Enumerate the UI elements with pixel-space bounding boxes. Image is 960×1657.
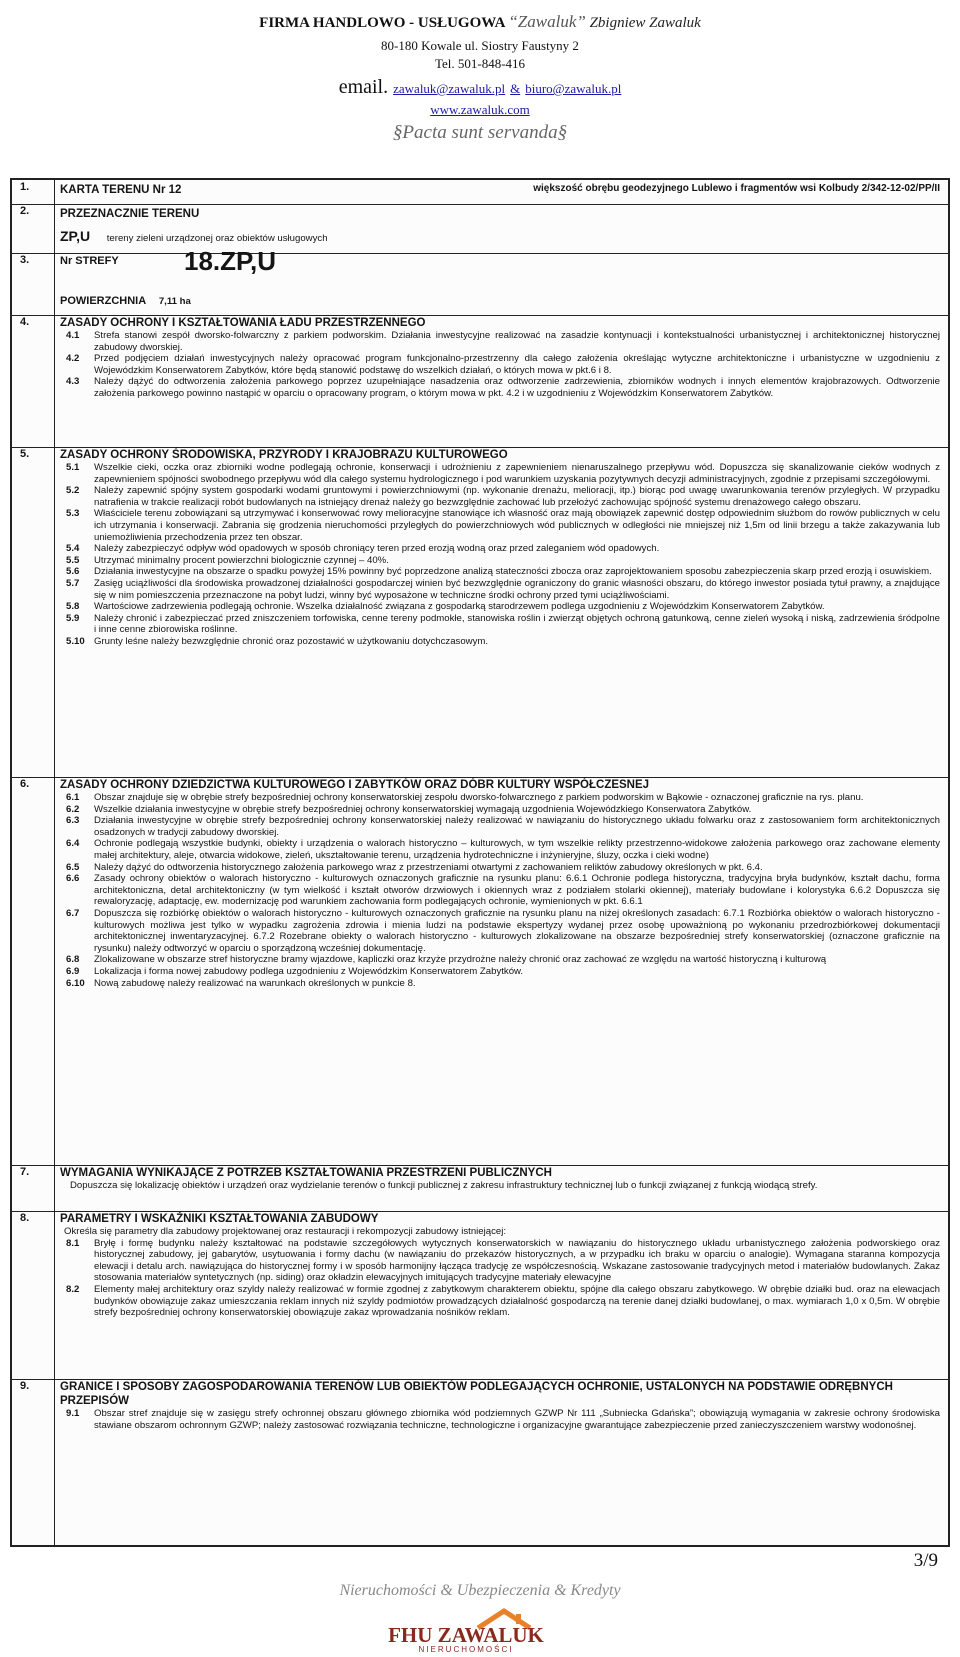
clause-text: Bryłę i formę budynku należy kształtować na podstawie szczegółowych wytycznych konserwatorskich w nawiązaniu do historycznego układu urbanistycznego założenia podworskiego oraz historycznej zabudowy, jej gabarytów, usytuowania i formy dachu (w nawiązaniu do przekazów historycznych, a w przypadku ich braku w oparciu o analogie). Wymagana staranna kompozycja elewacji i detalu arch. nawiązująca do historycznej formy i w sposób harmonijny łącząca tradycję ze współczesnością. Wskazane zastosowanie tradycyjnych metod i materiałów budowlanych. Zakaz stosowania materiałów syntetycznych (np. siding) oraz okładzin elewacyjnych imitujących tradycyjne materiały elewacyjne: [94, 1237, 940, 1284]
clause: [60, 485, 940, 508]
card-title: KARTA TERENU Nr 12: [60, 184, 182, 196]
clause-text: Należy zabezpieczyć odpływ wód opadowych w sposób chroniący teren przed erozją wodną oraz przed zaleganiem wód opadowych.: [94, 543, 660, 555]
footer-tagline: Nieruchomości & Ubezpieczenia & Kredyty: [339, 1582, 621, 1599]
clause-text: Obszar znajduje się w obrębie strefy bezpośredniej ochrony konserwatorskiej zespołu dworsko-folwarcznego z parkiem podworskim w Bąkowie - oznaczonej graficznie na rys. planu.: [94, 792, 864, 803]
clause: [60, 1408, 940, 1431]
email-link-2[interactable]: biuro@zawaluk.pl: [525, 81, 622, 96]
column-divider: [54, 1165, 55, 1211]
clause-text: Należy dążyć do odtworzenia historycznego założenia parkowego wraz z przestrzeniami otwartymi z zachowaniem reliktów zabudowy określonych w pkt. 6.4.: [94, 861, 763, 873]
brand-script: “Zawaluk”: [508, 12, 586, 31]
clause-text: Zasady ochrony obiektów o walorach historyczno - kulturowych oznaczonych graficznie na rysunku planu: 6.6.1 Ochronie podlega historyczna, tradycyjna bryła budynków, kształt dachu, forma architektoniczna, detal architektoniczny (w tym wielkość i kształt otworów drzwiowych i okiennych wraz z podziałem stolarki okiennej), materiały budowlane i kolorystyka 6.6.2 Dopuszcza się rewaloryzację, adaptację, ew. modernizację pod warunkiem zachowania form podlegających ochronie, wymienionych w pkt. 6.6.1: [94, 873, 940, 908]
clause-number: 8.2: [66, 1283, 80, 1295]
clause-text: Nową zabudowę należy realizować na warunkach określonych w punkcie 8.: [94, 977, 416, 989]
address: 80-180 Kowale ul. Siostry Faustyny 2: [381, 38, 579, 53]
section-title: GRANICE I SPOSOBY ZAGOSPODAROWANIA TERENÓW LUB OBIEKTÓW PODLEGAJĄCYCH OCHRONIE, USTALONYCH NA PODSTAWIE ODRĘBNYCH PRZEPISÓW: [60, 1381, 893, 1407]
clause-text: Grunty leśne należy bezwzględnie chronić oraz pozostawić w użytkowaniu dotychczasowym.: [94, 635, 489, 647]
clause: [60, 815, 940, 838]
area-label: POWIERZCHNIA: [60, 295, 147, 307]
clause: [60, 908, 940, 954]
clause: [60, 578, 940, 601]
clause: [60, 330, 940, 353]
clause: [60, 1284, 940, 1319]
clause: [60, 862, 940, 874]
section-text: Dopuszcza się lokalizację obiektów i urządzeń oraz wydzielanie terenów o funkcji publicznej z zakresu infrastruktury technicznej lub o funkcji związanej z funkcją wiodącą strefy.: [70, 1180, 818, 1191]
section-number: 9.: [20, 1380, 30, 1392]
scanned-document: [10, 178, 950, 1547]
company-logo: [366, 1608, 566, 1654]
clause-number: 5.8: [66, 601, 80, 613]
section-number: 1.: [20, 181, 30, 193]
clause-number: 9.1: [66, 1408, 80, 1419]
section-5: [12, 447, 948, 778]
clause-number: 6.5: [66, 861, 80, 873]
clause-number: 6.4: [66, 838, 80, 850]
logo-text: FHU ZAWALUK: [388, 1623, 544, 1647]
clause-text: Obszar stref znajduje się w zasięgu strefy ochronnej obszaru głównego zbiornika wód podziemnych GZWP Nr 111 „Subniecka Gdańska”; obowiązują wymagania w zakresie ochrony środowiska stawiane obszarom ochronnym GZWP; należy zastosować rozwiązania techniczne, technologiczne i organizacyjne gwarantujące zabezpieczenie przed zanieczyszczeniem warstwy wodonośnej.: [94, 1408, 940, 1431]
section-intro: Określa się parametry dla zabudowy projektowanej oraz restauracji i rekompozycji zabudowy istniejącej:: [64, 1226, 507, 1237]
clause-number: 6.8: [66, 954, 80, 966]
section-1: [12, 180, 948, 205]
clause: [60, 566, 940, 578]
clause-text: Elementy małej architektury oraz szyldy należy realizować w formie zgodnej z zabytkowym charakterem obiektu, spójne dla całego obszaru zabytkowego. W obrębie działki bud. oraz na elewacjach budynków obowiązuje zakaz umieszczania reklam innych niż szyldy podmiotów prowadzących działalność gospodarczą na terenie danej działki budowlanej, o max. wymiarach 1,0 x 0,5m. W obrębie strefy bezpośredniej ochrony konserwatorskiej obowiązuje zakaz wprowadzania nośników reklam.: [94, 1283, 940, 1319]
section-title: ZASADY OCHRONY DZIEDZICTWA KULTUROWEGO I ZABYTKÓW ORAZ DÓBR KULTURY WSPÓŁCZESNEJ: [60, 779, 650, 791]
clause: [60, 462, 940, 485]
zone-number-label: Nr STREFY: [60, 255, 119, 267]
clause-text: Należy dążyć do odtworzenia założenia parkowego poprzez uzupełniające nasadzenia oraz odtworzenie zadrzewienia, zbiorników wodnych i innych elementów krajobrazowych. Odtworzenie założenia parkowego powinno nastąpić w oparciu o opracowany program, o którym mowa w pkt. 4.2 i w uzgodnieniu z Wojewódzkim Konserwatorem Zabytków.: [94, 376, 940, 399]
clause-text: Wartościowe zadrzewienia podlegają ochronie. Wszelka działalność związana z gospodarką starodrzewem podlega uzgodnieniu z Wojewódzkim Konserwatorem Zabytków.: [94, 601, 825, 613]
section-number: 4.: [20, 316, 30, 328]
clause: [60, 838, 940, 861]
section-title: ZASADY OCHRONY ŚRODOWISKA, PRZYRODY I KRAJOBRAZU KULTUROWEGO: [60, 449, 508, 461]
section-6: [12, 777, 948, 1166]
section-title: WYMAGANIA WYNIKAJĄCE Z POTRZEB KSZTAŁTOWANIA PRZESTRZENI PUBLICZNYCH: [60, 1167, 552, 1179]
email-line: [0, 76, 960, 99]
clause-text: Właściciele terenu zobowiązani są utrzymywać i konserwować rowy melioracyjne stanowiące ich własność oraz mają obowiązek zapewnić dostęp odpowiednim służbom do rowów publicznych w celu ich utrzymania i konserwacji. Zabrania się grodzenia nieruchomości przyległych do powierzchniowych wód publicznych w odległości nie mniejszej niż 1,5m od linii brzegu a także zakazywania lub uniemożliwienia przechodzenia przez ten obszar.: [94, 508, 940, 543]
clause-number: 4.2: [66, 353, 80, 365]
section-8: [12, 1211, 948, 1380]
clause: [60, 601, 940, 613]
clause: [60, 1238, 940, 1284]
clause-text: Utrzymać minimalny procent powierzchni biologicznie czynnej – 40%.: [94, 554, 389, 566]
column-divider: [54, 1379, 55, 1545]
clause: [60, 966, 940, 978]
section-4: [12, 315, 948, 448]
section-number: 3.: [20, 254, 30, 266]
email-link-1[interactable]: zawaluk@zawaluk.pl: [393, 81, 506, 96]
clause-number: 6.7: [66, 907, 80, 919]
area-value: 7,11 ha: [158, 296, 191, 307]
zone-number: 18.ZP,U: [184, 246, 277, 276]
clause-text: Działania inwestycyjne na obszarze o spadku powyżej 15% powinny być poprzedzone analizą stateczności zbocza oraz zaprojektowaniem sposobu zabezpieczenia skarp przed erozją i osuwiskiem.: [94, 566, 932, 578]
clause-text: Ochronie podlegają wszystkie budynki, obiekty i urządzenia o walorach historyczno – kulturowych, w tym wszelkie relikty przestrzenno-widokowe założenia parkowego oraz zachowane elementy małej architektury, aleje, otwarcia widokowe, zieleń, ukształtowanie terenu, urządzenia hydrotechniczne i inżynieryjne, śluzy, oczka i cieki wodne): [94, 838, 940, 861]
clause-number: 6.2: [66, 803, 80, 815]
section-number: 2.: [20, 205, 30, 217]
clause-text: Lokalizacja i forma nowej zabudowy podlega uzgodnieniu z Wojewódzkim Konserwatorem Zabytków.: [94, 965, 524, 977]
section-9: [12, 1379, 948, 1545]
website-line: [0, 102, 960, 118]
clause-text: Należy chronić i zabezpieczać przed zniszczeniem torfowiska, cenne tereny podmokłe, stanowiska roślin i zwierząt objętych ochroną gatunkową, cenne zieleń wysoką i niską, zadrzewienia śródpolne i inne cenne zbiorowiska roślinne.: [94, 612, 940, 636]
clause-number: 5.5: [66, 554, 80, 566]
clause-number: 4.1: [66, 330, 80, 341]
clause-number: 6.9: [66, 965, 80, 977]
clause-text: Strefa stanowi zespół dworsko-folwarczny z parkiem podworskim. Działania inwestycyjne realizować na zasadzie kontynuacji i kontekstualności urbanistycznej i architektonicznej historycznej zabudowy dworskiej.: [94, 330, 940, 353]
page-number: 3/9: [913, 1550, 938, 1571]
clause-text: Wszelkie działania inwestycyjne w obrębie strefy bezpośredniej ochrony konserwatorskiej wymagają uzgodnienia Wojewódzkiego Konserwatora Zabytków.: [94, 803, 752, 815]
clause-number: 5.9: [66, 612, 80, 624]
column-divider: [54, 447, 55, 777]
section-2: [12, 204, 948, 254]
clause-text: Zasięg uciążliwości dla środowiska prowadzonej działalności gospodarczej winien być bezwzględnie ograniczony do granic własności obszaru, do którego inwestor posiada tytuł prawny, a znajdujące się w nim pomieszczenia przeznaczone na pobyt ludzi, winny być wyposażone w techniczne środki ochrony przed tymi uciążliwościami.: [94, 577, 940, 601]
clause-number: 6.10: [66, 977, 85, 989]
column-divider: [54, 1211, 55, 1379]
clause: [60, 376, 940, 399]
column-divider: [54, 180, 55, 204]
clause-text: Dopuszcza się rozbiórkę obiektów o walorach historyczno - kulturowych oznaczonych graficznie na rysunku planu na niżej określonych zasadach: 6.7.1 Rozbiórka obiektów o walorach historyczno - kulturowych możliwa jest tylko w wypadku zagrożenia zdrowia i mienia ludzi na podstawie ekspertyzy wydanej przez osobę upoważnioną po wykonaniu przedrozbiórkowej dokumentacji architektonicznej inwentaryzacyjnej. 6.7.2 Rozebrane obiekty o walorach historyczno - kulturowych zlokalizowane na obszarze bezpośredniej strefy konserwatorskiej (oznaczone graficznie na rysunku) należy odtworzyć w oparciu o sporządzoną wcześniej dokumentację.: [94, 907, 940, 954]
owner-name: Zbigniew Zawaluk: [589, 15, 701, 31]
section-title: ZASADY OCHRONY I KSZTAŁTOWANIA ŁADU PRZESTRZENNEGO: [60, 317, 426, 329]
column-divider: [54, 315, 55, 447]
company-line: [0, 12, 960, 32]
clause-number: 5.3: [66, 508, 80, 520]
clause-number: 6.6: [66, 873, 80, 885]
section-number: 7.: [20, 1166, 30, 1178]
email-label: email.: [338, 76, 389, 98]
column-divider: [54, 253, 55, 315]
company-name: FIRMA HANDLOWO - USŁUGOWA: [259, 15, 505, 31]
clause: [60, 873, 940, 908]
section-number: 6.: [20, 778, 30, 790]
clause-text: Należy zapewnić spójny system gospodarki wodami gruntowymi i powierzchniowymi (np. wykonanie drenażu, melioracji, itp.) biorąc pod uwagę uwarunkowania terenów przyległych. W przypadku natrafienia w trakcie realizacji robót budowlanych na istniejący drenaż należy go bezwzględnie zachować lub przełożyć zachowując spójność systemu drenażowego całego obszaru.: [94, 485, 940, 508]
clause-number: 5.10: [66, 635, 85, 647]
clause-text: Zlokalizowane w obszarze stref historyczne bramy wjazdowe, kapliczki oraz krzyże przydrożne należy chronić oraz zachować ze względu na wartość historyczną i kulturową: [94, 954, 827, 966]
clause-text: Wszelkie cieki, oczka oraz zbiorniki wodne podlegają ochronie, konserwacji i udrożnieniu z zapewnieniem nienaruszalnego przepływu wód. Dopuszcza się skanalizowanie cieków wodnych z zapewnieniem spójności swobodnego przepływu wód dla całego systemu hydrologicznego i pod warunkiem uzyskania pozytywnych decyzji administracyjnych, zgodnie z przepisami szczegółowymi.: [94, 462, 940, 485]
clause: [60, 555, 940, 567]
section-number: 5.: [20, 448, 30, 460]
section-number: 8.: [20, 1212, 30, 1224]
clause: [60, 792, 940, 804]
clause: [60, 613, 940, 636]
clause-number: 5.7: [66, 577, 80, 589]
clause-number: 6.1: [66, 792, 80, 803]
motto: §Pacta sunt servanda§: [392, 122, 568, 143]
clause: [60, 804, 940, 816]
clause-number: 5.4: [66, 543, 80, 555]
clause: [60, 636, 940, 648]
zone-code: ZP,U: [60, 228, 91, 244]
section-7: [12, 1165, 948, 1212]
clause-number: 4.3: [66, 376, 80, 388]
clause: [60, 543, 940, 555]
clause: [60, 508, 940, 543]
clause-text: Przed podjęciem działań inwestycyjnych należy opracować program funkcjonalno-przestrzenny dla całego założenia określając wytyczne architektoniczne i urbanistyczne w uzgodnieniu z Wojewódzkim Konserwatorem Zabytków, które będą stanowić podstawę do wszelkich działań, o których mowa w pkt.6 i 8.: [94, 353, 940, 376]
clause-number: 5.1: [66, 462, 80, 473]
clause-text: Działania inwestycyjne w obrębie strefy bezpośredniej ochrony konserwatorskiej należy realizować w nawiązaniu do historycznego układu folwarku oraz z zastosowaniem form architektonicznych osadzonych w tradycji zabudowy dworskiej.: [94, 815, 940, 838]
column-divider: [54, 777, 55, 1165]
section-3: [12, 246, 948, 316]
clause: [60, 978, 940, 990]
clause: [60, 353, 940, 376]
clause-number: 6.3: [66, 815, 80, 827]
phone: Tel. 501-848-416: [434, 56, 526, 71]
zone-description: tereny zieleni urządzonej oraz obiektów usługowych: [106, 233, 328, 244]
clause-number: 5.2: [66, 485, 80, 497]
clause: [60, 954, 940, 966]
area-note: większość obrębu geodezyjnego Lublewo i fragmentów wsi Kolbudy 2/342-12-02/PP/II: [533, 183, 940, 194]
clause-number: 5.6: [66, 566, 80, 578]
section-title: PARAMETRY I WSKAŹNIKI KSZTAŁTOWANIA ZABUDOWY: [60, 1213, 379, 1225]
section-title: PRZEZNACZNIE TERENU: [60, 208, 200, 220]
website-link[interactable]: www.zawaluk.com: [430, 102, 530, 117]
clause-number: 8.1: [66, 1237, 80, 1249]
email-separator: &: [510, 81, 521, 96]
column-divider: [54, 204, 55, 253]
logo-subtext: NIERUCHOMOŚCI: [418, 1645, 514, 1654]
